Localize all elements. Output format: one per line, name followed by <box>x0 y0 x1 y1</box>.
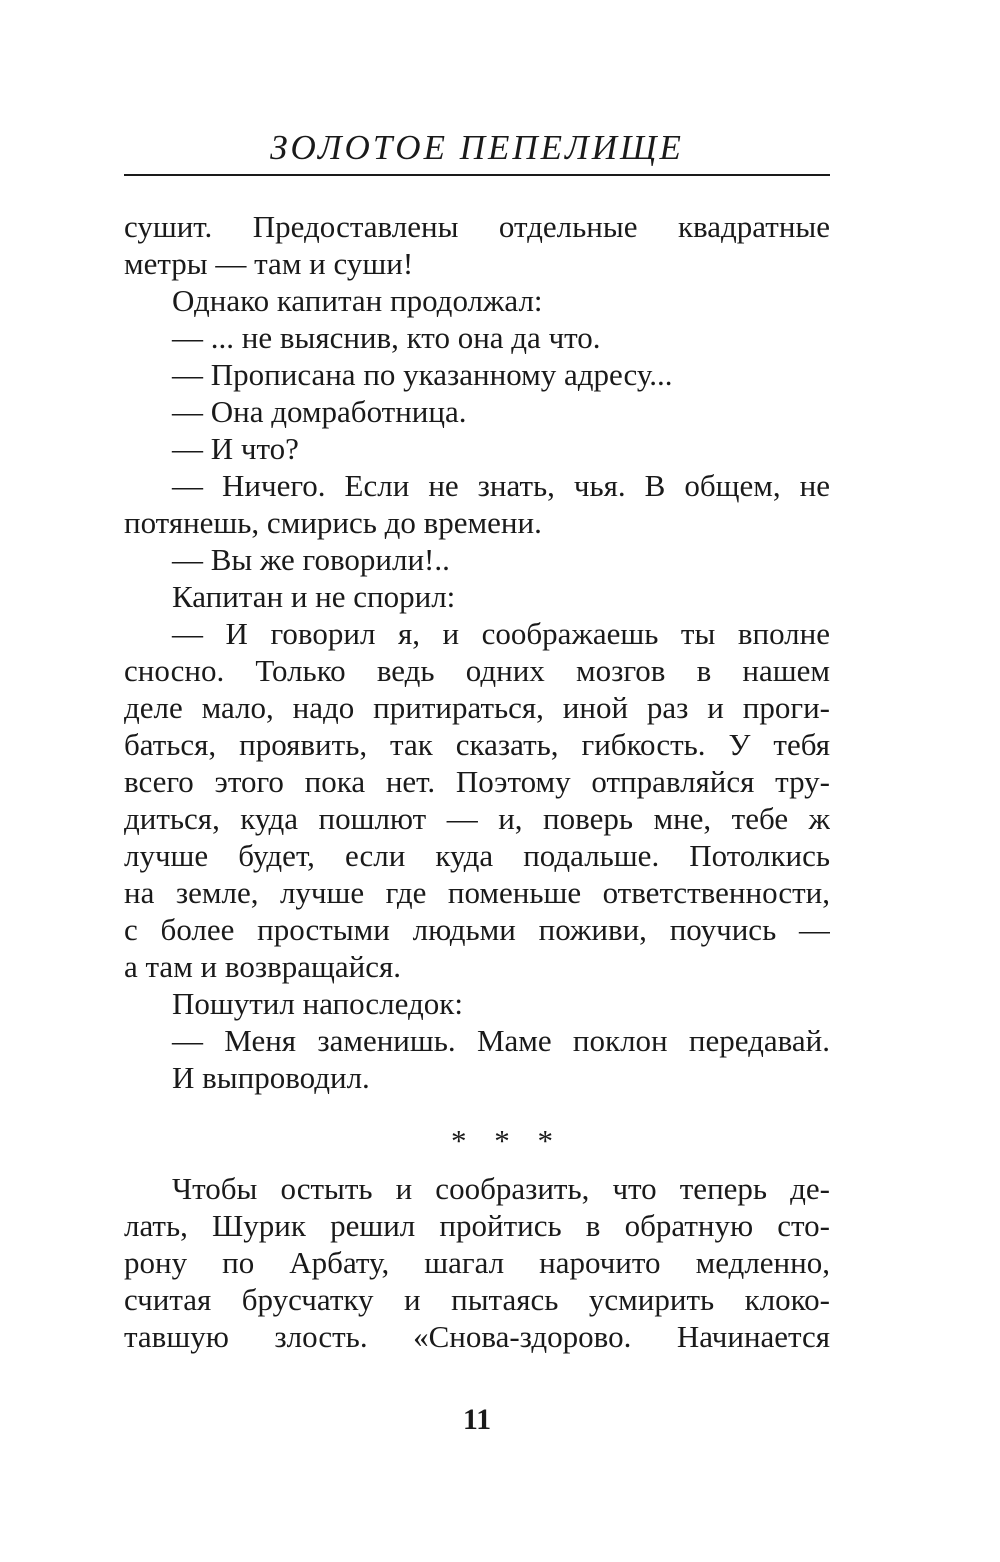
text-line: тавшую злость. «Снова-здорово. Начинается <box>124 1319 830 1354</box>
text-line: — Меня заменишь. Маме поклон передавай. <box>172 1023 830 1058</box>
continuation-text <box>124 1170 830 1355</box>
main-text <box>124 208 830 1096</box>
text-line: с более простыми людьми поживи, поучись — <box>124 912 830 947</box>
text-line: Капитан и не спорил: <box>172 579 456 614</box>
text-line: Однако капитан продолжал: <box>172 283 543 318</box>
text-line: деле мало, надо притираться, иной раз и проги- <box>124 690 830 725</box>
text-line: — Прописана по указанному адресу... <box>172 357 673 392</box>
text-line: Чтобы остыть и сообразить, что теперь де- <box>172 1171 830 1206</box>
text-line: лучше будет, если куда подальше. Потолкись <box>124 838 830 873</box>
text-line: баться, проявить, так сказать, гибкость. У тебя <box>124 727 830 762</box>
page-number: 11 <box>462 1403 492 1436</box>
text-line: И выпроводил. <box>172 1060 370 1095</box>
text-line: сушит. Предоставлены отдельные квадратные <box>124 209 830 244</box>
section-separator: * * * <box>451 1123 563 1158</box>
running-head-title: ЗОЛОТОЕ ПЕПЕЛИЩЕ <box>270 128 684 167</box>
text-line: сносно. Только ведь одних мозгов в нашем <box>124 653 830 688</box>
text-line: рону по Арбату, шагал нарочито медленно, <box>124 1245 830 1280</box>
text-line: лать, Шурик решил пройтись в обратную сто- <box>124 1208 830 1243</box>
text-line: Пошутил напоследок: <box>172 986 463 1021</box>
text-line: — Вы же говорили!.. <box>172 542 450 577</box>
header-divider <box>124 174 830 176</box>
text-line: а там и возвращайся. <box>124 949 401 984</box>
text-line: считая брусчатку и пытаясь усмирить клоко- <box>124 1282 830 1317</box>
text-line: — И говорил я, и соображаешь ты вполне <box>172 616 830 651</box>
text-line: всего этого пока нет. Поэтому отправляйся тру- <box>124 764 830 799</box>
text-line: на земле, лучше где поменьше ответственности, <box>124 875 830 910</box>
text-line: — ... не выяснив, кто она да что. <box>172 320 601 355</box>
text-line: — Ничего. Если не знать, чья. В общем, не <box>172 468 830 503</box>
text-line: потянешь, смирись до времени. <box>124 505 542 540</box>
text-line: диться, куда пошлют — и, поверь мне, тебе ж <box>124 801 830 836</box>
text-line: — Она домработница. <box>172 394 467 429</box>
text-line: — И что? <box>172 431 299 466</box>
text-line: метры — там и суши! <box>124 246 414 281</box>
